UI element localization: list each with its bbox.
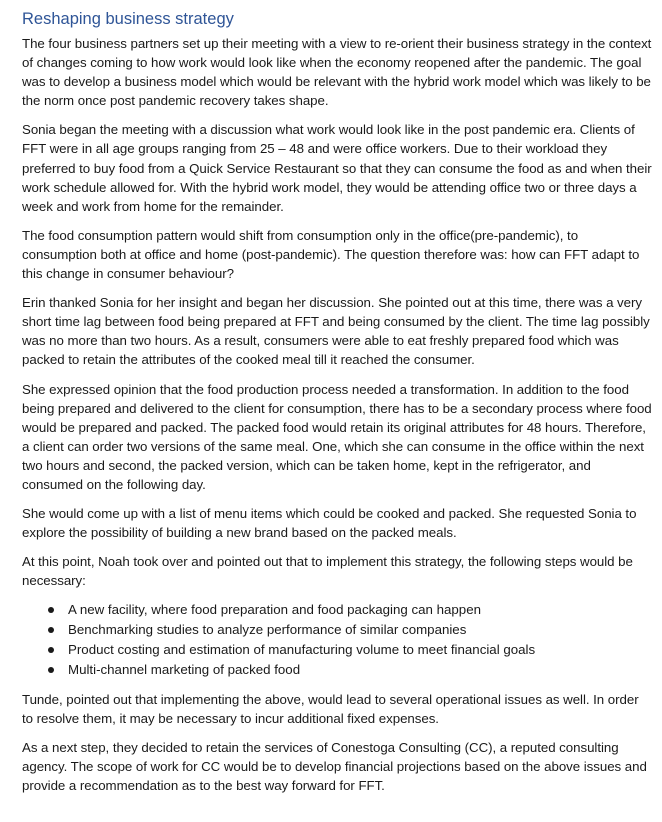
list-item bbox=[48, 600, 652, 620]
section-heading: Reshaping business strategy bbox=[22, 10, 234, 28]
paragraph-erin: Erin thanked Sonia for her insight and began her discussion. She pointed out at this time, there was a very short time lag between food being prepared at FFT and being consumed by the client. The time lag possibly was no more than two hours. As a result, consumers were able to eat freshly prepared food which was packed to retain the attributes of the cooked meal till it reached the consumer. bbox=[22, 295, 650, 368]
paragraph-tunde: Tunde, pointed out that implementing the above, would lead to several operational issues as well. In order to resolve them, it may be necessary to incur additional fixed expenses. bbox=[22, 691, 639, 726]
list-item-text: Benchmarking studies to analyze performance of similar companies bbox=[68, 622, 467, 638]
list-item bbox=[48, 620, 652, 640]
list-item-text: Product costing and estimation of manufacturing volume to meet financial goals bbox=[68, 642, 536, 658]
list-item-text: A new facility, where food preparation and food packaging can happen bbox=[68, 602, 481, 618]
bullet-icon bbox=[48, 607, 54, 613]
bullet-icon bbox=[48, 647, 54, 653]
list-item bbox=[48, 640, 652, 660]
bullet-icon bbox=[48, 667, 54, 673]
paragraph-menu: She would come up with a list of menu items which could be cooked and packed. She requested Sonia to explore the possibility of building a new brand based on the packed meals. bbox=[22, 506, 637, 541]
paragraph-sonia: Sonia began the meeting with a discussion what work would look like in the post pandemic era. Clients of FFT were in all age groups ranging from 25 – 48 and were office workers. Due to their workload they preferred to buy food from a Quick Service Restaurant so that they can consume the food as and when their work schedule allowed for. With the hybrid work model, they would be attending office two or three days a week and work from home for the remainder. bbox=[22, 122, 652, 214]
list-item bbox=[48, 660, 652, 680]
paragraph-transformation: She expressed opinion that the food production process needed a transformation. In addition to the food being prepared and delivered to the client for consumption, there has to be a secondary process where food would be prepared and packed. The packed food would retain its original attributes for 48 hours. Therefore, a client can order two versions of the same meal. One, which she can consume in the office within the next two hours and second, the packed version, which can be taken home, kept in the refrigerator, and consumed on the following day. bbox=[22, 381, 652, 492]
paragraph-intro: The four business partners set up their meeting with a view to re-orient their business strategy in the context of changes coming to how work would look like when the economy reopened after the pandemic. The goal was to develop a business model which would be relevant with the hybrid work model which was likely to be the norm once post pandemic recovery takes shape. bbox=[22, 36, 652, 109]
bullet-list bbox=[22, 600, 652, 679]
paragraph-next-step: As a next step, they decided to retain the services of Conestoga Consulting (CC), a reputed consulting agency. The scope of work for CC would be to develop financial projections based on the above issues and provide a recommendation as to the best way forward for FFT. bbox=[22, 739, 647, 793]
paragraph-consumption: The food consumption pattern would shift from consumption only in the office(pre-pandemic), to consumption both at office and home (post-pandemic). The question therefore was: how can FFT adapt to this change in consumer behaviour? bbox=[22, 227, 640, 282]
bullet-icon bbox=[48, 627, 54, 633]
paragraph-noah: At this point, Noah took over and pointed out that to implement this strategy, the following steps would be necessary: bbox=[22, 554, 633, 589]
list-item-text: Multi-channel marketing of packed food bbox=[68, 661, 301, 677]
